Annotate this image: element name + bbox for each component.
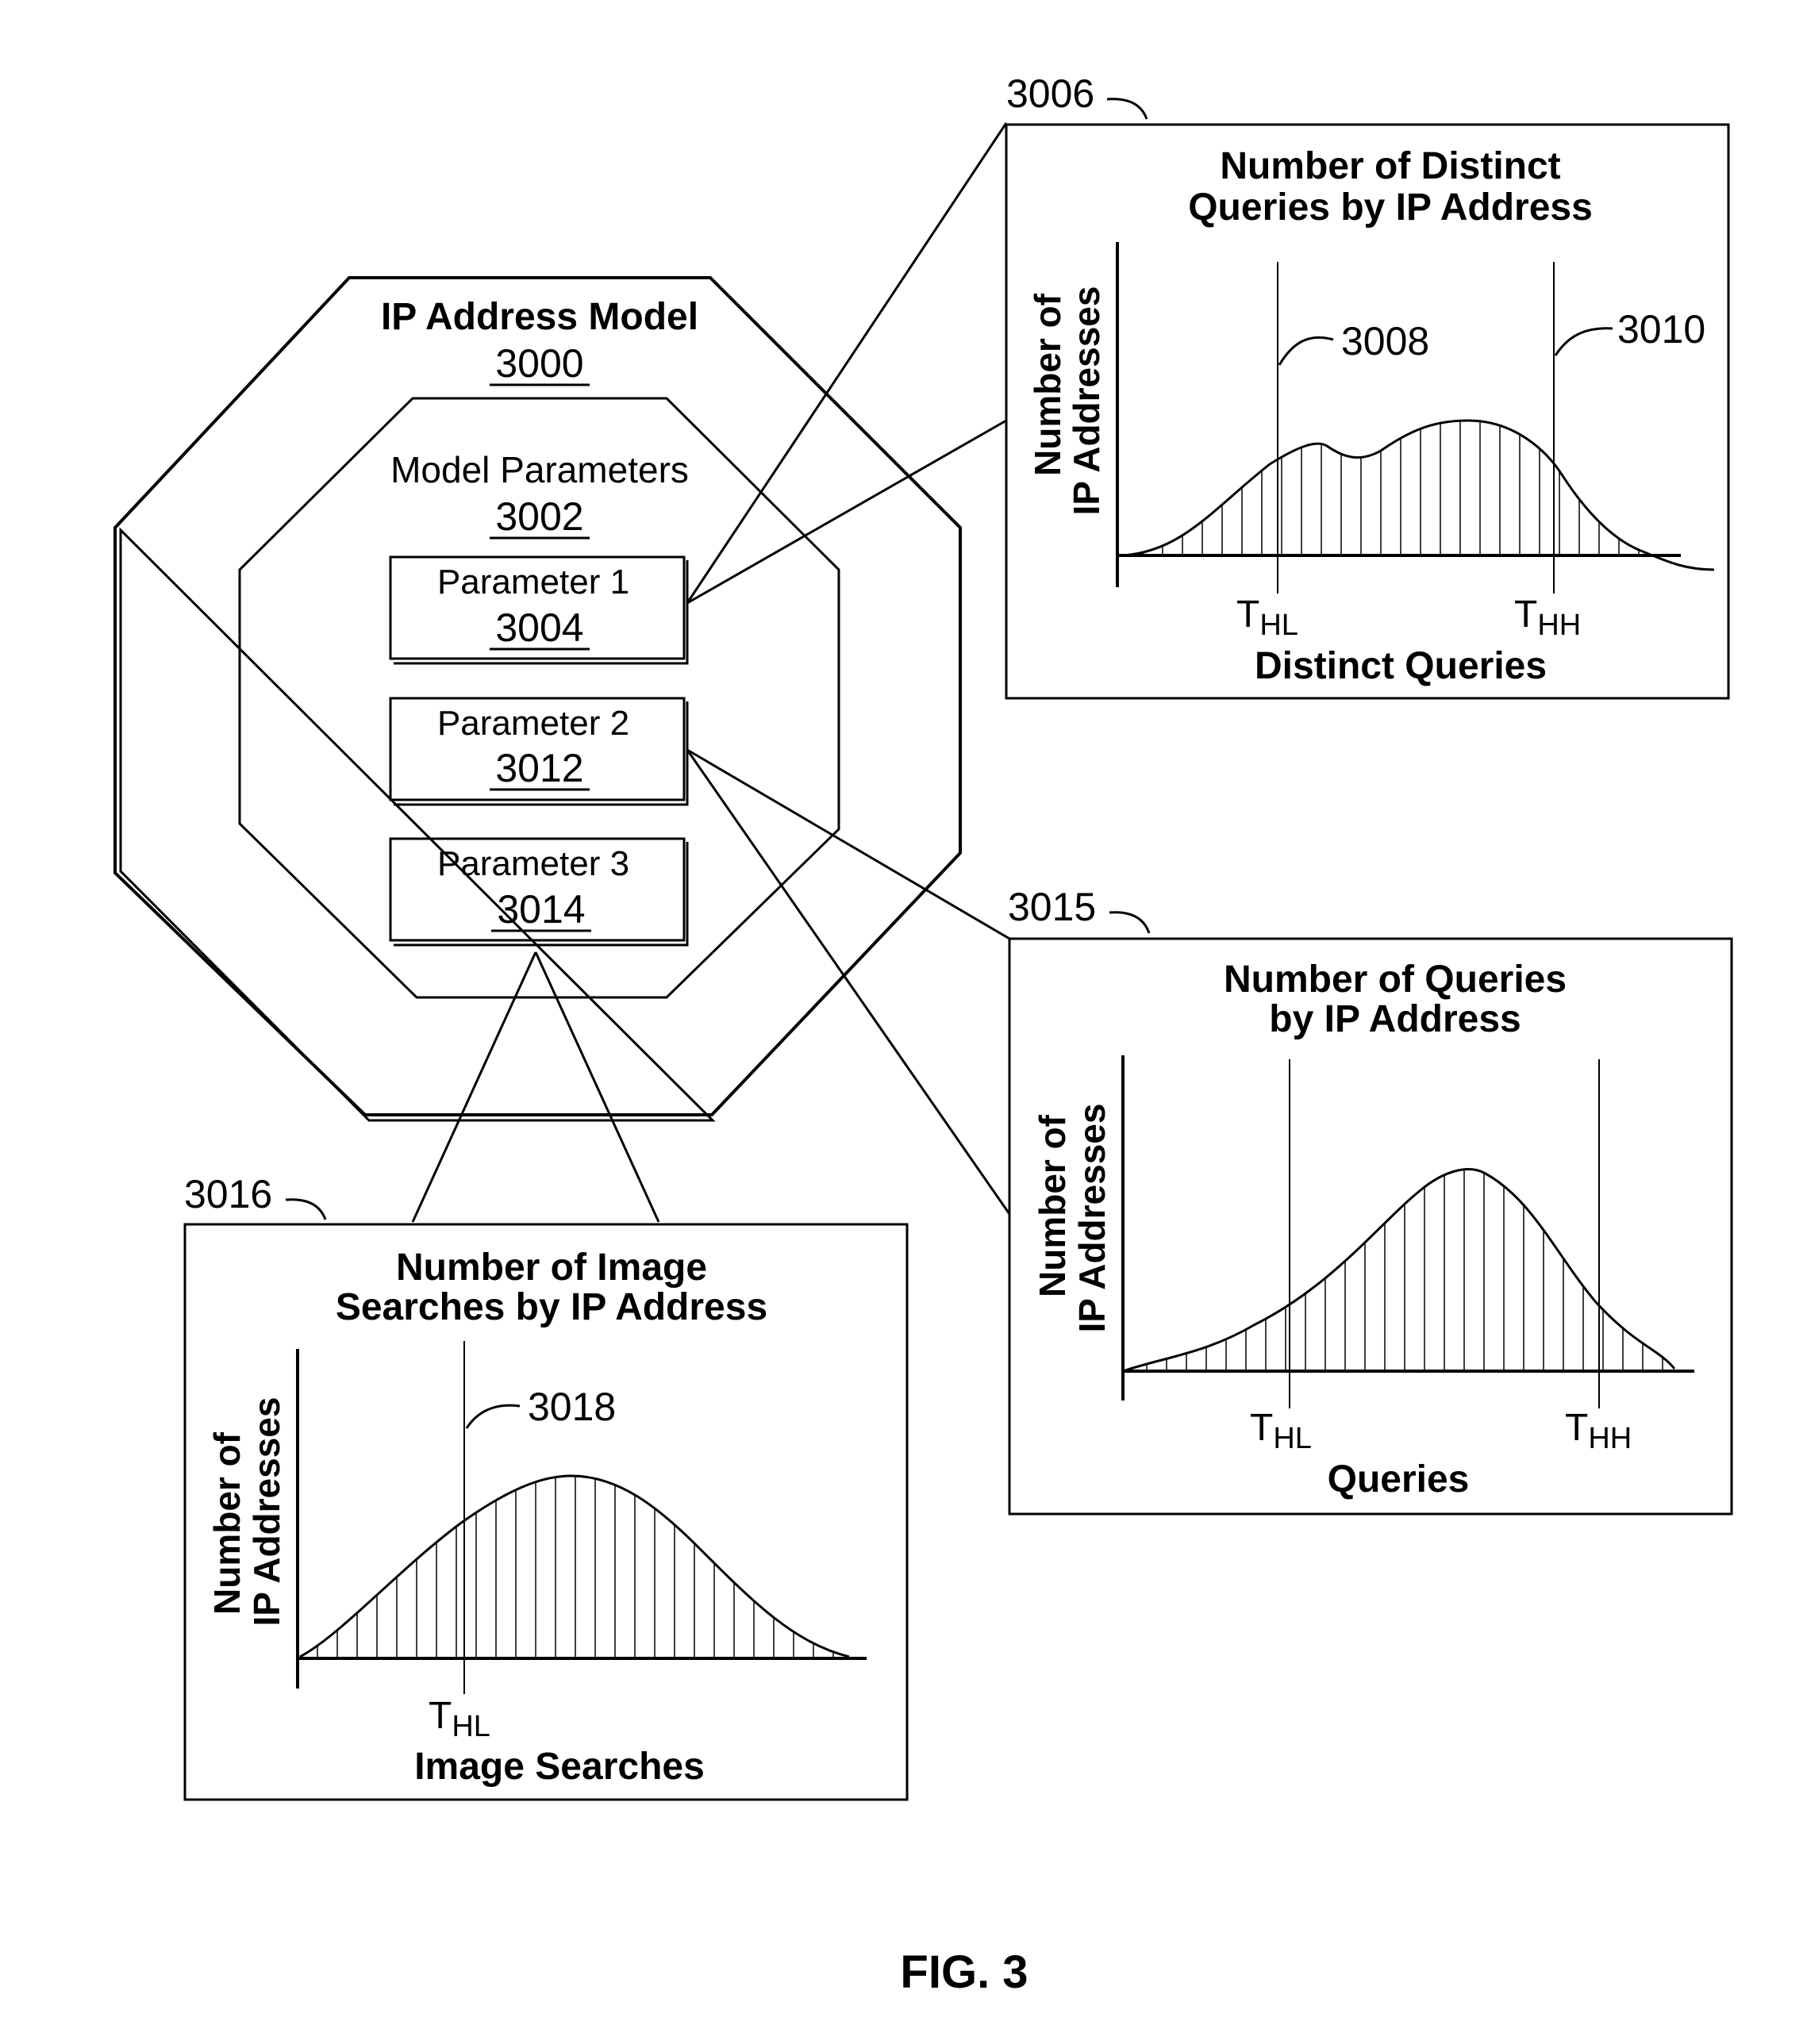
image-chart-hatching: [317, 1476, 833, 1658]
model-parameters-number: 3002: [495, 494, 584, 539]
image-threshold-low-leader: [467, 1405, 520, 1428]
distinct-chart-curve: [1123, 421, 1714, 570]
distinct-threshold-low-leader: [1279, 337, 1333, 365]
parameter-2-number: 3012: [495, 746, 584, 790]
connector-lines: [413, 123, 1009, 1222]
parameter-3-label: Parameter 3: [436, 844, 630, 883]
queries-chart-xlabel: Queries: [1327, 1458, 1470, 1500]
image-threshold-low-ref: 3018: [528, 1385, 617, 1429]
distinct-chart-ylabel-line2: IP Addresses: [1066, 286, 1107, 516]
model-number: 3000: [495, 341, 584, 386]
distinct-chart-title-line1: Number of Distinct: [1220, 145, 1561, 187]
parameter-2-label: Parameter 2: [436, 704, 630, 743]
parameter-1-label: Parameter 1: [436, 563, 630, 601]
model-parameters-title: Model Parameters: [390, 449, 689, 490]
image-chart-ref-leader: [286, 1200, 325, 1220]
distinct-queries-chart: [1006, 71, 1728, 698]
queries-chart: [1008, 885, 1732, 1514]
parameter-1-box: [390, 557, 687, 663]
distinct-chart-ylabel-line1: Number of: [1027, 294, 1068, 476]
queries-threshold-low-label: $T_{HL}$: [1250, 1407, 1312, 1455]
distinct-threshold-high-leader: [1555, 328, 1613, 355]
image-chart-ref: 3016: [184, 1172, 273, 1216]
parameter-2-box: [390, 698, 687, 805]
image-threshold-low-label: $T_{HL}$: [429, 1695, 490, 1743]
parameter-3-box: [390, 839, 687, 945]
distinct-chart-xlabel: Distinct Queries: [1254, 645, 1547, 687]
queries-chart-curve: [1125, 1170, 1674, 1370]
queries-chart-title-line2: by IP Address: [1269, 998, 1521, 1040]
model-title: IP Address Model: [380, 296, 699, 338]
queries-chart-ref: 3015: [1008, 885, 1097, 929]
parameter-1-number: 3004: [495, 605, 584, 650]
distinct-threshold-low-ref: 3008: [1341, 319, 1430, 363]
distinct-chart-title-line2: Queries by IP Address: [1188, 186, 1593, 229]
distinct-chart-ref-leader: [1107, 99, 1147, 119]
queries-chart-title-line1: Number of Queries: [1223, 959, 1567, 1001]
parameter-3-number: 3014: [497, 887, 586, 932]
queries-chart-ylabel-line2: IP Addresses: [1071, 1103, 1113, 1333]
image-chart-curve: [300, 1476, 849, 1657]
image-chart-title-line1: Number of Image: [395, 1247, 708, 1289]
queries-chart-ylabel-line1: Number of: [1032, 1115, 1073, 1297]
queries-chart-ref-leader: [1109, 912, 1149, 933]
distinct-threshold-low-label: $T_{HL}$: [1236, 594, 1298, 642]
distinct-threshold-high-label: $T_{HH}$: [1514, 594, 1582, 642]
queries-threshold-high-label: $T_{HH}$: [1565, 1407, 1632, 1455]
image-chart-xlabel: Image Searches: [414, 1746, 705, 1788]
image-searches-chart: [184, 1172, 907, 1800]
image-chart-ylabel-line2: IP Addresses: [246, 1397, 287, 1627]
distinct-chart-hatching: [1143, 421, 1639, 555]
image-chart-title-line2: Searches by IP Address: [335, 1286, 768, 1328]
distinct-chart-ref: 3006: [1006, 71, 1095, 116]
figure-label: FIG. 3: [900, 1946, 1028, 1998]
image-chart-ylabel-line1: Number of: [206, 1432, 248, 1615]
distinct-threshold-high-ref: 3010: [1617, 307, 1706, 352]
